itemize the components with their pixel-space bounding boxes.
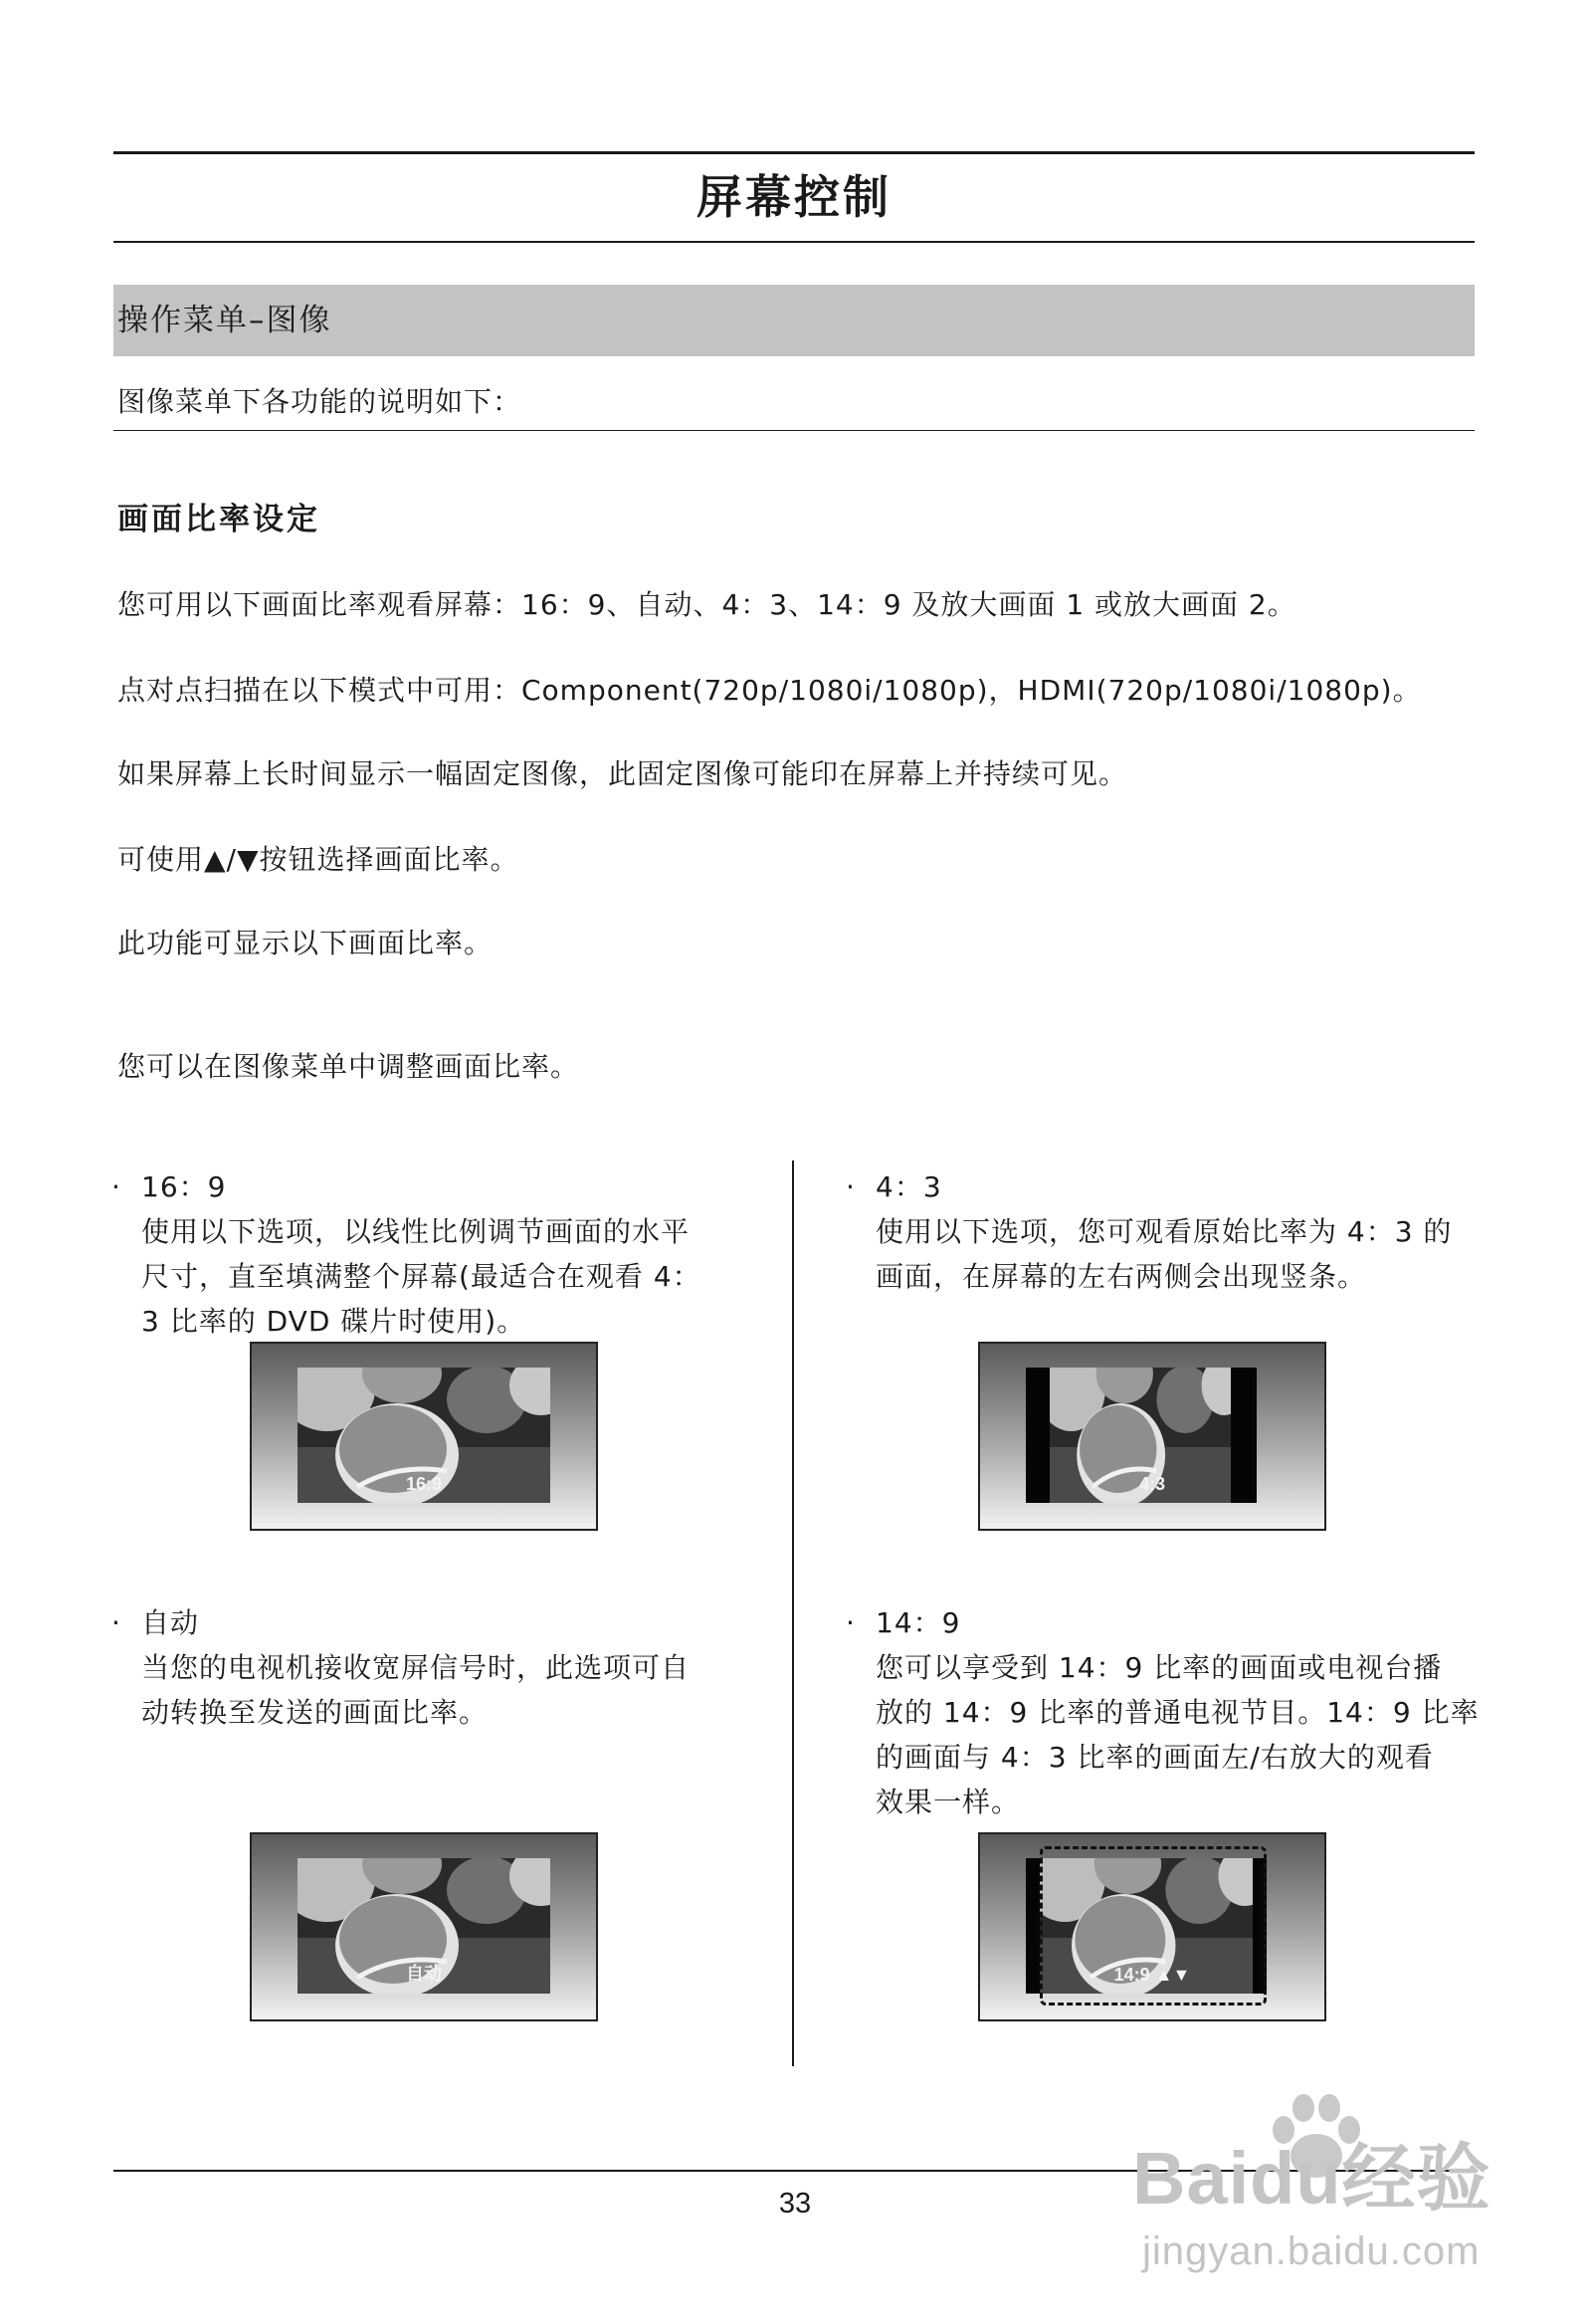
aspect-badge: 14:9 ▲▼	[1113, 1965, 1191, 1985]
title-bottom-rule	[113, 241, 1475, 243]
option-desc-line: 尺寸，直至填满整个屏幕(最适合在观看 4：	[141, 1260, 701, 1293]
option-desc-line: 您可以享受到 14：9 比率的画面或电视台播	[876, 1651, 1443, 1684]
option-desc-line: 效果一样。	[876, 1786, 1021, 1818]
option-desc-line: 使用以下选项，以线性比例调节画面的水平	[141, 1215, 691, 1248]
bullet-dot-icon: ·	[846, 1170, 856, 1203]
tv-illustration-16-9	[250, 1342, 598, 1531]
option-desc-line: 动转换至发送的画面比率。	[141, 1696, 489, 1729]
tv-illustration-14-9	[978, 1832, 1326, 2021]
aspect-badge: 4:3	[1138, 1474, 1165, 1494]
bullet-dot-icon: ·	[846, 1606, 856, 1639]
tv-illustration-4-3	[978, 1342, 1326, 1531]
option-heading: 16：9	[141, 1170, 227, 1203]
paragraph-1: 您可用以下画面比率观看屏幕：16：9、自动、4：3、14：9 及放大画面 1 或放大画面 2。	[117, 588, 1296, 621]
paragraph-4: 可使用▲/▼按钮选择画面比率。	[117, 843, 519, 876]
option-heading: 14：9	[876, 1606, 961, 1639]
option-desc-line: 使用以下选项，您可观看原始比率为 4：3 的	[876, 1215, 1453, 1248]
bullet-dot-icon: ·	[111, 1606, 121, 1639]
option-heading: 4：3	[876, 1170, 942, 1203]
option-heading: 自动	[141, 1606, 200, 1639]
option-4-3	[846, 1164, 1483, 1299]
column-divider	[792, 1161, 794, 2066]
option-desc-line: 画面，在屏幕的左右两侧会出现竖条。	[876, 1260, 1367, 1293]
option-desc-line: 的画面与 4：3 比率的画面左/右放大的观看	[876, 1741, 1434, 1774]
paragraph-3: 如果屏幕上长时间显示一幅固定图像，此固定图像可能印在屏幕上并持续可见。	[117, 757, 1128, 790]
paragraph-2: 点对点扫描在以下模式中可用：Component(720p/1080i/1080p)，HDMI(720p/1080i/1080p)。	[117, 674, 1422, 707]
tv-illustration-auto	[250, 1832, 598, 2021]
subheading: 画面比率设定	[117, 502, 320, 537]
option-auto	[111, 1600, 748, 1735]
top-rule	[113, 151, 1475, 154]
paragraph-6: 您可以在图像菜单中调整画面比率。	[117, 1050, 580, 1083]
aspect-badge: 自动	[406, 1964, 442, 1984]
paragraph-5: 此功能可显示以下画面比率。	[117, 927, 494, 959]
option-14-9	[846, 1600, 1483, 1824]
watermark-url: jingyan.baidu.com	[1142, 2229, 1481, 2273]
bullet-dot-icon: ·	[111, 1170, 121, 1203]
watermark-brand: Baidu经验	[1132, 2137, 1491, 2219]
aspect-badge: 16:9	[405, 1474, 443, 1494]
page-number: 33	[778, 2188, 812, 2219]
intro-text: 图像菜单下各功能的说明如下：	[117, 385, 522, 418]
option-desc-line: 3 比率的 DVD 碟片时使用)。	[141, 1305, 526, 1338]
section-header	[113, 285, 1475, 356]
watermark	[1112, 2090, 1500, 2304]
option-desc-line: 放的 14：9 比率的普通电视节目。14：9 比率	[876, 1696, 1480, 1729]
section-title: 操作菜单–图像	[117, 303, 332, 338]
option-16-9	[111, 1164, 748, 1344]
page-title: 屏幕控制	[696, 170, 892, 224]
option-desc-line: 当您的电视机接收宽屏信号时，此选项可自	[141, 1651, 691, 1684]
intro-rule	[113, 430, 1475, 431]
